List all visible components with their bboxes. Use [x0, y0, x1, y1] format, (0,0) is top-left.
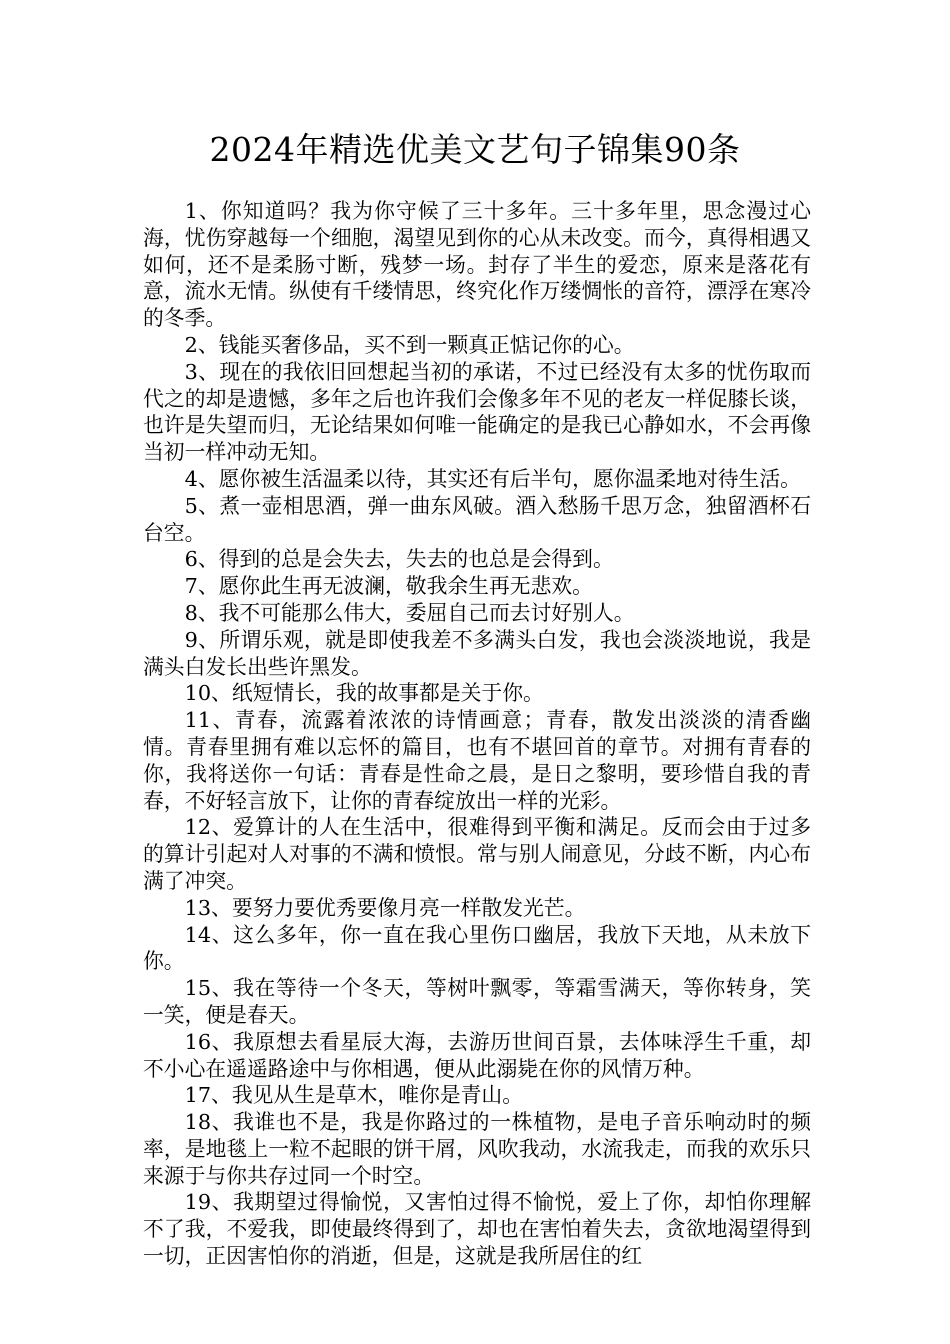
paragraph-5: 5、煮一壶相思酒，弹一曲东风破。酒入愁肠千思万念，独留酒杯石台空。: [143, 493, 811, 545]
paragraph-13: 13、要努力要优秀要像月亮一样散发光芒。: [184, 895, 586, 920]
document-body: [143, 198, 811, 1270]
paragraph-6: 6、得到的总是会失去，失去的也总是会得到。: [184, 547, 614, 572]
paragraph-1: 1、你知道吗？我为你守候了三十多年。三十多年里，思念漫过心海，忧伤穿越每一个细胞，渴望见到你的心从未改变。而今，真得相遇又如何，还不是柔肠寸断，残梦一场。封存了半生的爱恋，原来是落花有意，流水无情。纵使有千缕情思，终究化作万缕惆怅的音符，漂浮在寒冷的冬季。: [143, 199, 811, 331]
paragraph-15: 15、我在等待一个冬天，等树叶飘零，等霜雪满天，等你转身，笑一笑，便是春天。: [143, 976, 811, 1027]
paragraph-4: 4、愿你被生活温柔以待，其实还有后半句，愿你温柔地对待生活。: [184, 466, 801, 491]
paragraph-8: 8、我不可能那么伟大，委屈自己而去讨好别人。: [184, 600, 635, 625]
paragraph-2: 2、钱能买奢侈品，买不到一颗真正惦记你的心。: [184, 332, 635, 357]
paragraph-7: 7、愿你此生再无波澜，敬我余生再无悲欢。: [184, 574, 593, 599]
paragraph-9: 9、所谓乐观，就是即使我差不多满头白发，我也会淡淡地说，我是满头白发长出些许黑发。: [143, 627, 811, 679]
paragraph-16: 16、我原想去看星辰大海，去游历世间百景，去体味浮生千重，却不小心在遥遥路途中与你相遇，便从此溺毙在你的风情万种。: [143, 1029, 811, 1081]
paragraph-10: 10、纸短情长，我的故事都是关于你。: [184, 681, 544, 706]
paragraph-19: 19、我期望过得愉悦，又害怕过得不愉悦，爱上了你，却怕你理解不了我，不爱我，即使最终得到了，却也在害怕着失去，贪欲地渴望得到一切，正因害怕你的消逝，但是，这就是我所居住的红: [143, 1190, 811, 1269]
paragraph-3: 3、现在的我依旧回想起当初的承诺，不过已经没有太多的忧伤取而代之的却是遗憾，多年之后也许我们会像多年不见的老友一样促膝长谈，也许是失望而归，无论结果如何唯一能确定的是我已心静如水，不会再像当初一样冲动无知。: [143, 359, 811, 465]
paragraph-11: 11、青春，流露着浓浓的诗情画意；青春，散发出淡淡的清香幽情。青春里拥有难以忘怀的篇目，也有不堪回首的章节。对拥有青春的你，我将送你一句话：青春是性命之晨，是日之黎明，要珍惜自我的青春，不好轻言放下，让你的青春绽放出一样的光彩。: [143, 708, 811, 813]
paragraph-14: 14、这么多年，你一直在我心里伤口幽居，我放下天地，从未放下你。: [143, 922, 811, 974]
paragraph-12: 12、爱算计的人在生活中，很难得到平衡和满足。反而会由于过多的算计引起对人对事的不满和愤恨。常与别人闹意见，分歧不断，内心布满了冲突。: [143, 815, 811, 893]
paragraph-17: 17、我见从生是草木，唯你是青山。: [184, 1083, 524, 1108]
document-title: 2024年精选优美文艺句子锦集90条: [209, 130, 741, 169]
paragraph-18: 18、我谁也不是，我是你路过的一株植物，是电子音乐响动时的频率，是地毯上一粒不起眼的饼干屑，风吹我动，水流我走，而我的欢乐只来源于与你共存过同一个时空。: [143, 1110, 811, 1188]
